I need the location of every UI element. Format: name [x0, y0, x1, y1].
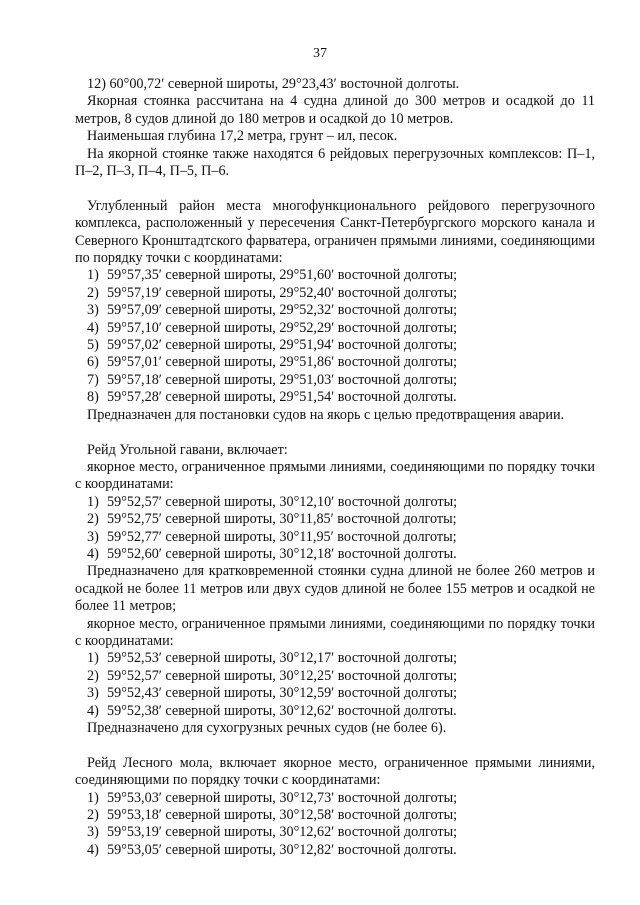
- list-item: 2) 59°52,75′ северной широты, 30°11,85′ восточной долготы;: [87, 511, 457, 528]
- paragraph-transfer-complexes: На якорной стоянке также находятся 6 рейдовых перегрузочных комплексов: П–1, П–2, П–3, П–4, П–5, П–6.: [75, 145, 595, 180]
- list-item: 7) 59°57,18′ северной широты, 29°51,03′ восточной долготы;: [87, 371, 458, 388]
- list-item: 3) 59°53,19′ северной широты, 30°12,62′ восточной долготы;: [87, 824, 458, 841]
- list-item: 4) 59°53,05′ северной широты, 30°12,82′ восточной долготы.: [87, 841, 457, 858]
- paragraph-forest-pier-intro: Рейд Лесного мола, включает якорное место, ограниченное прямыми линиями, соединяющими по порядку точки с координатами:: [75, 754, 595, 789]
- list-item: 6) 59°57,01′ северной широты, 29°51,86′ восточной долготы;: [87, 354, 458, 371]
- coal-anchor2-coordinates: [75, 650, 595, 720]
- list-item: 1) 59°52,53′ северной широты, 30°12,17′ восточной долготы;: [87, 650, 458, 667]
- paragraph-coal-harbor-title: Рейд Угольной гавани, включает:: [87, 441, 288, 458]
- paragraph-coal-anchor1-intro: якорное место, ограниченное прямыми линиями, соединяющими по порядку точки с координатами:: [75, 458, 595, 493]
- list-item: 3) 59°57,09′ северной широты, 29°52,32′ восточной долготы;: [87, 302, 458, 319]
- list-item: 2) 59°52,57′ северной широты, 30°12,25′ восточной долготы;: [87, 667, 458, 684]
- paragraph-coal-anchor2-intro: якорное место, ограниченное прямыми линиями, соединяющими по порядку точки с координатами:: [75, 615, 595, 649]
- list-item: 3) 59°52,77′ северной широты, 30°11,95′ восточной долготы;: [87, 528, 457, 545]
- paragraph-min-depth: Наименьшая глубина 17,2 метра, грунт – ил, песок.: [87, 128, 398, 145]
- paragraph-deep-area-purpose: Предназначен для постановки судов на якорь с целью предотвращения аварии.: [87, 406, 565, 423]
- spacer: [75, 424, 595, 441]
- spacer: [75, 180, 595, 197]
- list-item: 2) 59°53,18′ северной широты, 30°12,58′ восточной долготы;: [87, 807, 458, 824]
- paragraph-point-12: 12) 60°00,72′ северной широты, 29°23,43′ восточной долготы.: [87, 76, 460, 92]
- paragraph-anchorage-capacity: Якорная стоянка рассчитана на 4 судна длиной до 300 метров и осадкой до 11 метров, 8 судов длиной до 180 метров и осадкой до 10 метров.: [75, 93, 595, 127]
- list-item: 1) 59°53,03′ северной широты, 30°12,73′ восточной долготы;: [87, 789, 458, 806]
- document-body: [75, 76, 595, 859]
- list-item: 4) 59°52,60′ северной широты, 30°12,18′ восточной долготы.: [87, 545, 457, 562]
- forest-pier-coordinates: [75, 790, 595, 860]
- paragraph-coal-anchor2-purpose: Предназначено для сухогрузных речных судов (не более 6).: [87, 720, 447, 736]
- paragraph-coal-anchor1-purpose: Предназначено для кратковременной стоянки судна длиной не более 260 метров и осадкой не более 11 метров или двух судов длиной не более 155 метров и осадкой не более 11 метров;: [75, 563, 595, 615]
- deep-area-coordinates: [75, 267, 595, 406]
- list-item: 1) 59°52,57′ северной широты, 30°12,10′ восточной долготы;: [87, 493, 458, 510]
- paragraph-deep-area-intro: Углубленный район места многофункционального рейдового перегрузочного комплекса, расположенный у пересечения Санкт-Петербургского морского канала и Северного Кронштадтского фарватера, ограничен прямыми линиями, соединяющими по порядку точки с координатами:: [75, 197, 595, 267]
- spacer: [75, 737, 595, 754]
- list-item: 3) 59°52,43′ северной широты, 30°12,59′ восточной долготы;: [87, 685, 458, 702]
- list-item: 5) 59°57,02′ северной широты, 29°51,94′ восточной долготы;: [87, 337, 458, 354]
- list-item: 1) 59°57,35′ северной широты, 29°51,60′ восточной долготы;: [87, 267, 458, 284]
- page-number: 37: [313, 46, 327, 61]
- list-item: 4) 59°52,38′ северной широты, 30°12,62′ восточной долготы.: [87, 702, 457, 719]
- list-item: 8) 59°57,28′ северной широты, 29°51,54′ восточной долготы.: [87, 389, 457, 406]
- coal-anchor1-coordinates: [75, 494, 595, 564]
- list-item: 4) 59°57,10′ северной широты, 29°52,29′ восточной долготы;: [87, 319, 458, 336]
- list-item: 2) 59°57,19′ северной широты, 29°52,40′ восточной долготы;: [87, 284, 458, 301]
